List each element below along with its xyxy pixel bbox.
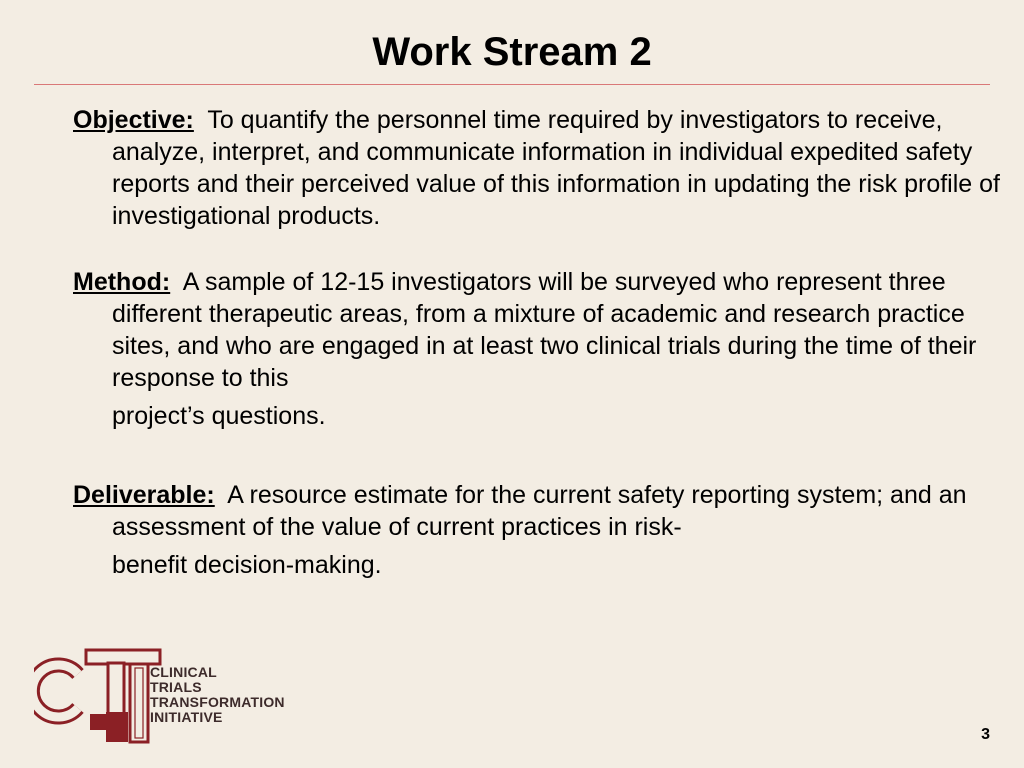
slide-title: Work Stream 2 <box>372 30 652 74</box>
objective-text: To quantify the personnel time required by investigators to receive, analyze, interpret, and communicate information in individual expedited safety reports and their perceived value of this information in updating the risk profile of investigational products. <box>112 106 1000 230</box>
logo-line: INITIATIVE <box>150 709 223 725</box>
title-divider <box>34 84 990 85</box>
method-paragraph <box>73 266 1012 432</box>
logo-line: TRANSFORMATION <box>150 694 285 710</box>
objective-paragraph <box>73 104 1012 232</box>
objective-label: Objective: <box>73 106 194 134</box>
page-number: 3 <box>981 726 990 743</box>
cti-logo-wordmark <box>150 665 285 725</box>
deliverable-text: A resource estimate for the current safety reporting system; and an assessment of the value of current practices in risk- <box>112 481 967 541</box>
deliverable-paragraph <box>73 479 1012 581</box>
logo-line: CLINICAL <box>150 664 217 680</box>
deliverable-text-last: benefit decision-making. <box>112 551 382 579</box>
method-label: Method: <box>73 268 171 296</box>
method-text: A sample of 12-15 investigators will be surveyed who represent three different therapeutic areas, from a mixture of academic and research practice sites, and who are engaged in at least two clinical trials during the time of their response to this <box>112 268 977 392</box>
logo-line: TRIALS <box>150 679 202 695</box>
deliverable-label: Deliverable: <box>73 481 215 509</box>
method-text-last: project’s questions. <box>112 402 326 430</box>
